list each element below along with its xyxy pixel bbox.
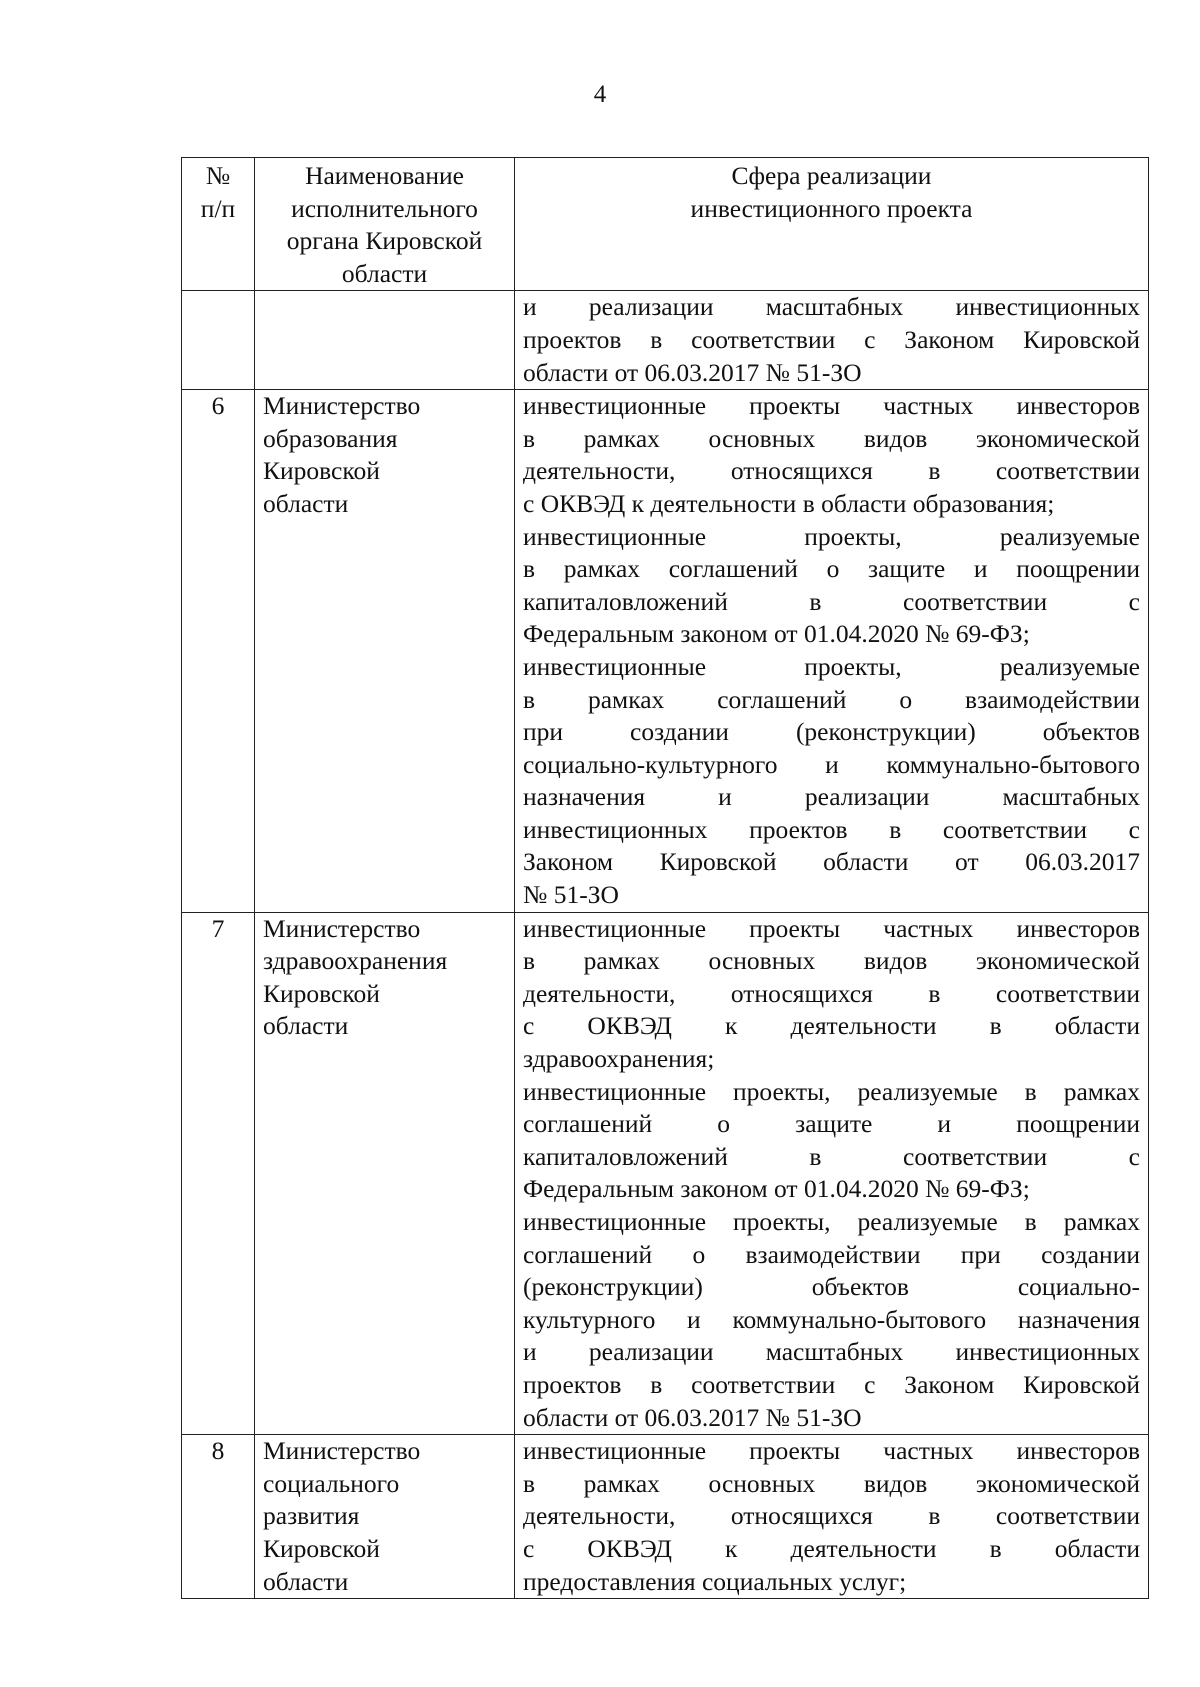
investment-scope-line: соглашений о защите и поощрении	[523, 1109, 1140, 1139]
investment-scope-line: деятельности, относящихся в соответствии	[523, 456, 1140, 486]
page-number: 4	[593, 81, 607, 108]
investment-scope-line: инвестиционные проекты, реализуемые	[523, 651, 1140, 681]
authority-name-line: развития	[263, 1501, 360, 1531]
investment-scope-line: № 51-ЗО	[523, 880, 619, 910]
authority-name-line: Министерство	[263, 391, 421, 421]
authority-name	[255, 1435, 515, 1599]
row-number: 6	[182, 390, 255, 913]
investment-scope-line: инвестиционные проекты частных инвесторов	[523, 913, 1140, 943]
investment-scope-line: (реконструкции) объектов социально-	[523, 1272, 1140, 1302]
row-number: 7	[182, 912, 255, 1435]
authority-name-line: здравоохранения	[263, 946, 448, 976]
authority-name-line: Кировской	[263, 978, 380, 1008]
header-num: № п/п	[182, 158, 255, 291]
investment-scope-line: капиталовложений в соответствии с	[523, 1141, 1140, 1171]
investment-scope-line: при создании (реконструкции) объектов	[523, 717, 1140, 747]
row-number	[182, 291, 255, 390]
investment-scope-line: Федеральным законом от 01.04.2020 № 69-ФЗ;	[523, 1174, 1030, 1204]
investment-scope	[515, 912, 1149, 1435]
authority-name-line: области	[263, 1566, 349, 1596]
investment-scope-line: капиталовложений в соответствии с	[523, 586, 1140, 616]
investment-scope-line: инвестиционные проекты, реализуемые в рамках	[523, 1207, 1140, 1236]
authority-name-line: Кировской	[263, 456, 380, 486]
table-row	[182, 390, 1149, 913]
investment-scope	[515, 291, 1149, 390]
investment-scope-line: Федеральным законом от 01.04.2020 № 69-ФЗ;	[523, 619, 1030, 649]
investment-scope-line: проектов в соответствии с Законом Кировской	[523, 1369, 1140, 1399]
table-header-row	[182, 158, 1149, 291]
investment-scope-line: в рамках основных видов экономической	[523, 423, 1140, 453]
investment-scope-table	[181, 157, 1149, 1599]
authority-name-line: Министерство	[263, 913, 421, 943]
table-row	[182, 1435, 1149, 1599]
investment-scope-line: инвестиционные проекты частных инвесторов	[523, 1436, 1140, 1466]
investment-scope-line: инвестиционных проектов в соответствии с	[523, 814, 1140, 844]
investment-scope-line: в рамках основных видов экономической	[523, 1468, 1140, 1498]
investment-scope-line: и реализации масштабных инвестиционных	[523, 292, 1140, 322]
authority-name-line: Кировской	[263, 1533, 380, 1563]
investment-scope-line: инвестиционные проекты, реализуемые	[523, 521, 1140, 551]
table-row	[182, 291, 1149, 390]
investment-scope-line: деятельности, относящихся в соответствии	[523, 978, 1140, 1008]
investment-scope-line: предоставления социальных услуг;	[523, 1566, 907, 1596]
investment-scope-line: культурного и коммунально-бытового назначения	[523, 1304, 1140, 1334]
authority-name-line: области	[263, 1011, 349, 1041]
investment-scope-line: соглашений о взаимодействии при создании	[523, 1239, 1140, 1269]
header-name: Наименование исполнительного органа Кировской области	[255, 158, 515, 291]
investment-scope	[515, 1435, 1149, 1599]
investment-scope-line: здравоохранения;	[523, 1044, 715, 1074]
investment-scope-line: инвестиционные проекты частных инвесторов	[523, 391, 1140, 421]
authority-name-line: социального	[263, 1468, 400, 1498]
investment-scope-line: инвестиционные проекты, реализуемые в рамках	[523, 1076, 1140, 1106]
investment-scope-line: области от 06.03.2017 № 51-ЗО	[523, 357, 862, 387]
investment-scope-line: и реализации масштабных инвестиционных	[523, 1337, 1140, 1367]
authority-name-line: области	[263, 488, 349, 518]
investment-scope-line: с ОКВЭД к деятельности в области	[523, 1533, 1140, 1563]
investment-scope-line: с ОКВЭД к деятельности в области образования;	[523, 488, 1055, 518]
investment-scope	[515, 390, 1149, 913]
investment-scope-line: социально-культурного и коммунально-бытового	[523, 749, 1140, 779]
header-scope: Сфера реализации инвестиционного проекта	[515, 158, 1149, 291]
authority-name	[255, 390, 515, 913]
investment-scope-line: в рамках соглашений о взаимодействии	[523, 684, 1140, 714]
investment-scope-line: области от 06.03.2017 № 51-ЗО	[523, 1402, 862, 1432]
table-row	[182, 912, 1149, 1435]
row-number: 8	[182, 1435, 255, 1599]
investment-scope-line: Законом Кировской области от 06.03.2017	[523, 847, 1140, 877]
investment-scope-line: назначения и реализации масштабных	[523, 782, 1140, 812]
authority-name	[255, 912, 515, 1435]
authority-name	[255, 291, 515, 390]
investment-scope-line: в рамках основных видов экономической	[523, 946, 1140, 976]
investment-scope-line: в рамках соглашений о защите и поощрении	[523, 554, 1140, 584]
authority-name-line: Министерство	[263, 1436, 421, 1466]
investment-scope-line: деятельности, относящихся в соответствии	[523, 1501, 1140, 1531]
authority-name-line: образования	[263, 423, 398, 453]
investment-scope-line: с ОКВЭД к деятельности в области	[523, 1011, 1140, 1041]
investment-scope-line: проектов в соответствии с Законом Кировской	[523, 324, 1140, 354]
